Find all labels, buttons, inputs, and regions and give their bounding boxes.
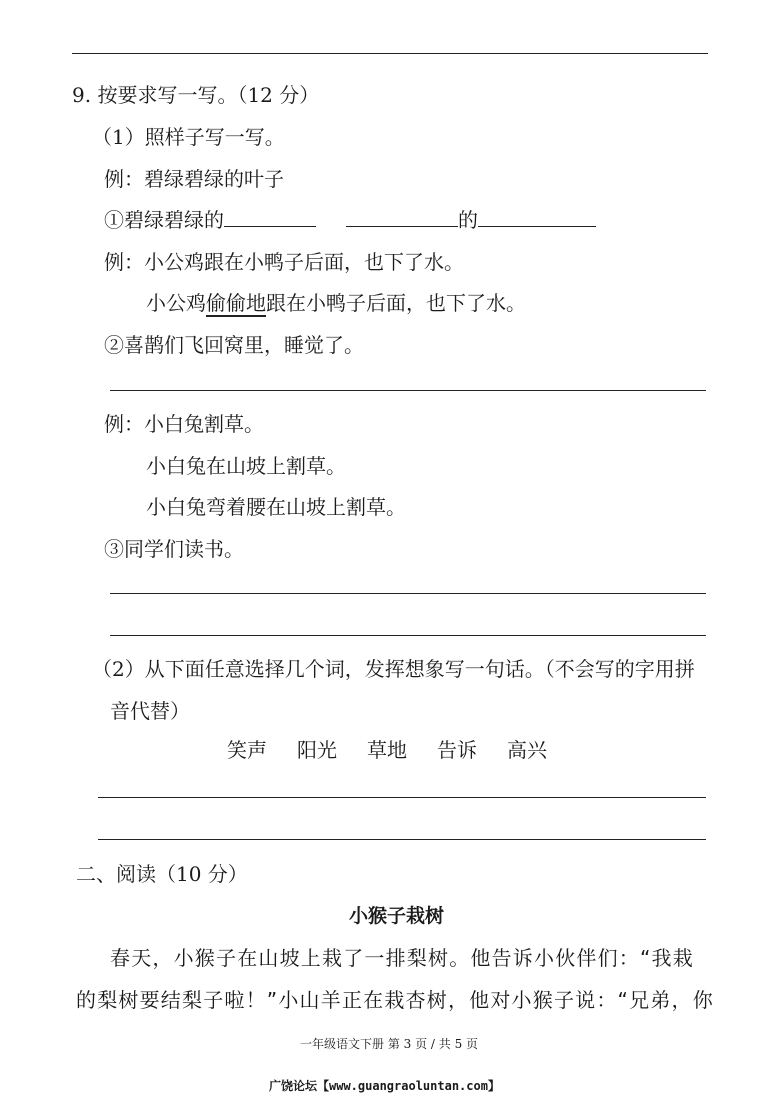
- passage-title: 小猴子栽树: [349, 905, 445, 927]
- example-2b-underlined: 偷偷地: [206, 291, 266, 315]
- example-2a: 例：小公鸡跟在小鸭子后面，也下了水。: [104, 250, 464, 274]
- item-1-blank-b[interactable]: [346, 206, 458, 227]
- part2-label-line2: 音代替）: [110, 699, 190, 723]
- word-choice: 告诉: [437, 738, 477, 762]
- example-2b-pre: 小公鸡: [146, 291, 206, 315]
- answer-line-item-2[interactable]: [110, 390, 706, 391]
- word-choices: [227, 736, 577, 764]
- question-9-heading: 9. 按要求写一写。（12 分）: [72, 83, 320, 107]
- answer-line-item-3a[interactable]: [110, 593, 706, 594]
- example-3a: 例：小白兔割草。: [104, 412, 264, 436]
- example-3b: 小白兔在山坡上割草。: [146, 454, 346, 478]
- example-1: 例：碧绿碧绿的叶子: [104, 167, 284, 191]
- reading-heading: 二、阅读（10 分）: [76, 862, 248, 886]
- answer-line-part2a[interactable]: [98, 797, 706, 798]
- item-1-prefix: ①碧绿碧绿的: [104, 208, 224, 232]
- example-2b-post: 跟在小鸭子后面，也下了水。: [266, 291, 526, 315]
- header-rule: [72, 53, 708, 54]
- word-choice: 高兴: [507, 738, 547, 762]
- item-3: ③同学们读书。: [104, 537, 244, 561]
- word-choice: 阳光: [297, 738, 337, 762]
- item-1-row: [104, 206, 596, 234]
- answer-line-item-3b[interactable]: [110, 635, 706, 636]
- item-1-blank-c[interactable]: [478, 206, 596, 227]
- example-3c: 小白兔弯着腰在山坡上割草。: [146, 495, 406, 519]
- answer-line-part2b[interactable]: [98, 839, 706, 840]
- passage-line-2: 的梨树要结梨子啦！”小山羊正在栽杏树，他对小猴子说：“兄弟，你: [76, 988, 714, 1012]
- example-2b: [146, 289, 526, 317]
- item-2: ②喜鹊们飞回窝里，睡觉了。: [104, 333, 364, 357]
- item-1-blank-a[interactable]: [224, 206, 316, 227]
- item-1-mid: 的: [458, 208, 478, 232]
- page-number: 一年级语文下册 第 3 页 / 共 5 页: [300, 1037, 479, 1051]
- site-credit: 广饶论坛【www.guangraoluntan.com】: [269, 1079, 500, 1093]
- word-choice: 笑声: [227, 738, 267, 762]
- part2-label-line1: （2）从下面任意选择几个词，发挥想象写一句话。（不会写的字用拼: [92, 657, 695, 681]
- passage-line-1: 春天，小猴子在山坡上栽了一排梨树。他告诉小伙伴们：“我栽: [110, 946, 694, 970]
- word-choice: 草地: [367, 738, 407, 762]
- part1-label: （1）照样子写一写。: [92, 125, 285, 149]
